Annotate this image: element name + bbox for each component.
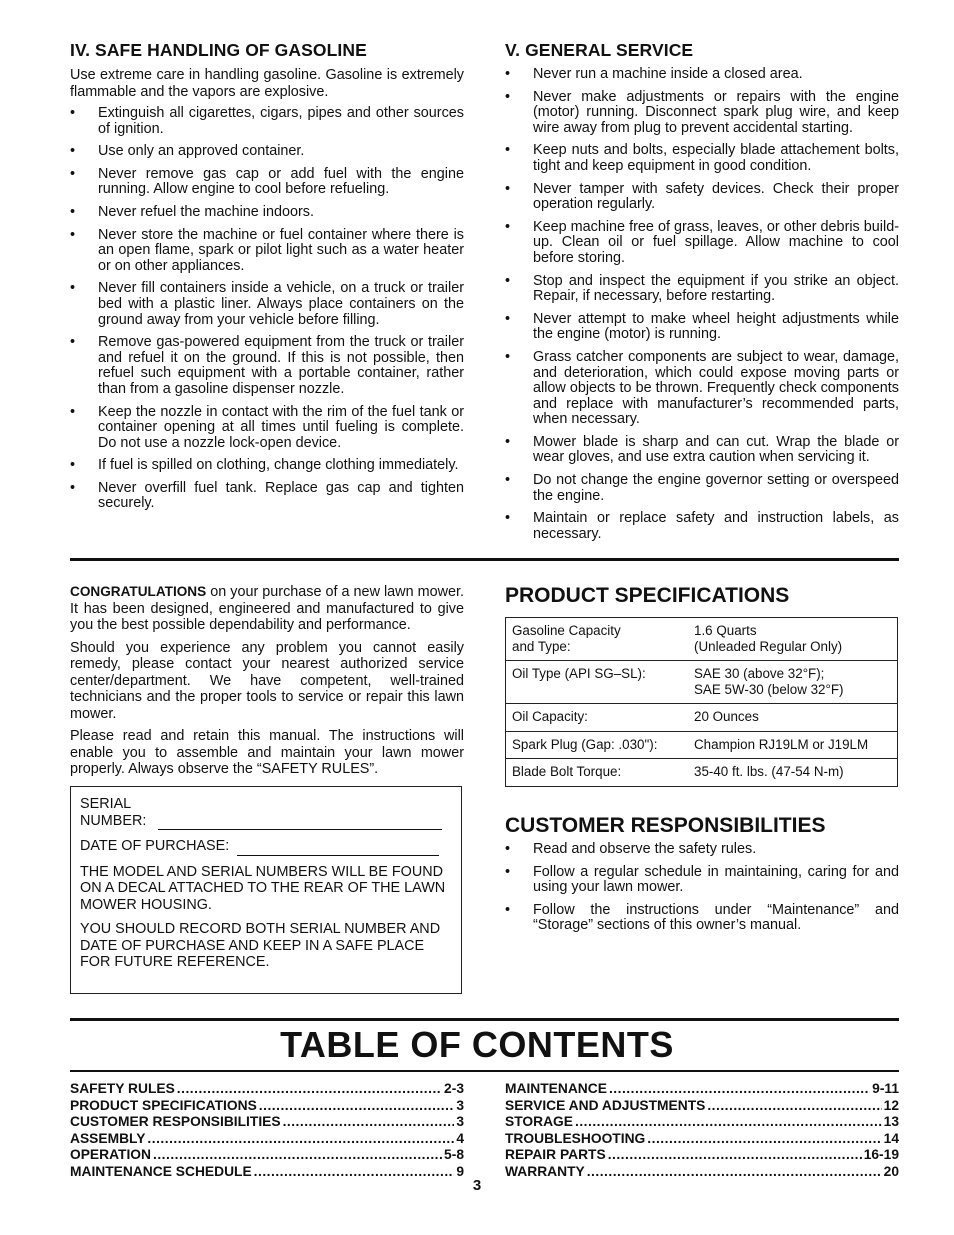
serial-label-line2: NUMBER: bbox=[80, 812, 147, 829]
specs-section bbox=[505, 584, 899, 787]
toc-page: 16-19 bbox=[863, 1147, 899, 1162]
spec-value-line: 1.6 Quarts bbox=[694, 623, 757, 638]
date-label: DATE OF PURCHASE: bbox=[80, 838, 230, 854]
toc-leader bbox=[707, 1098, 881, 1115]
toc-leader bbox=[609, 1081, 870, 1098]
spec-label: Oil Type (API SG–SL): bbox=[506, 661, 689, 704]
list-item: • Maintain or replace safety and instruction labels, as necessary. bbox=[505, 511, 899, 542]
toc-entry[interactable] bbox=[505, 1114, 899, 1131]
congrats-paragraph-1 bbox=[70, 584, 464, 634]
toc-page: 9 bbox=[456, 1163, 464, 1179]
list-item: • Follow the instructions under “Maintenance” and “Storage” sections of this owner’s manual. bbox=[505, 903, 899, 934]
list-item: • If fuel is spilled on clothing, change clothing immediately. bbox=[70, 458, 464, 474]
table-row bbox=[506, 661, 898, 704]
serial-label bbox=[80, 796, 453, 813]
list-item: • Follow a regular schedule in maintaining, caring for and using your lawn mower. bbox=[505, 865, 899, 896]
toc-label: REPAIR PARTS bbox=[505, 1147, 606, 1162]
toc-label: MAINTENANCE SCHEDULE bbox=[70, 1163, 252, 1179]
congrats-paragraph-3: Please read and retain this manual. The instructions will enable you to assemble and maintain your lawn mower properly. Always observe the “SAFETY RULES”. bbox=[70, 728, 464, 777]
model-serial-note: THE MODEL AND SERIAL NUMBERS WILL BE FOUND ON A DECAL ATTACHED TO THE REAR OF THE LAWN MOWER HOUSING. bbox=[80, 863, 446, 913]
table-row bbox=[506, 704, 898, 732]
toc-entry[interactable] bbox=[505, 1081, 899, 1098]
customer-heading: CUSTOMER RESPONSIBILITIES bbox=[505, 814, 826, 837]
list-item: • Never store the machine or fuel container where there is an open flame, spark or pilot light such as a water heater or on other appliances. bbox=[70, 228, 464, 275]
toc-label: ASSEMBLY bbox=[70, 1130, 146, 1146]
table-row bbox=[506, 759, 898, 787]
toc-entry[interactable] bbox=[70, 1114, 464, 1131]
gasoline-heading: IV. SAFE HANDLING OF GASOLINE bbox=[70, 40, 367, 60]
specs-table bbox=[505, 617, 898, 787]
serial-number-field[interactable] bbox=[158, 813, 442, 831]
general-service-heading: V. GENERAL SERVICE bbox=[505, 40, 694, 60]
toc-label: CUSTOMER RESPONSIBILITIES bbox=[70, 1114, 281, 1129]
gasoline-list bbox=[70, 106, 464, 512]
toc-label: TROUBLESHOOTING bbox=[505, 1130, 646, 1146]
spec-value: 20 Ounces bbox=[688, 704, 898, 732]
spec-label-line: and Type: bbox=[512, 638, 571, 654]
spec-value-line: SAE 5W-30 (below 32°F) bbox=[694, 681, 844, 697]
spec-value bbox=[688, 618, 898, 661]
spec-value bbox=[688, 661, 898, 704]
date-row bbox=[80, 838, 453, 856]
list-item: • Never overfill fuel tank. Replace gas cap and tighten securely. bbox=[70, 481, 464, 512]
list-item: • Do not change the engine governor setting or overspeed the engine. bbox=[505, 473, 899, 504]
toc-entry[interactable] bbox=[505, 1098, 899, 1115]
congrats-text: on your purchase of a new lawn mower. It has been designed, engineered and manufactured to give you the best possible dependability and performance. bbox=[70, 584, 464, 633]
general-service-section bbox=[505, 40, 899, 549]
toc-label: SERVICE AND ADJUSTMENTS bbox=[505, 1097, 706, 1113]
list-item: • Extinguish all cigarettes, cigars, pipes and other sources of ignition. bbox=[70, 106, 464, 137]
spec-value-line: SAE 30 (above 32°F); bbox=[694, 666, 825, 681]
date-of-purchase-field[interactable] bbox=[237, 838, 439, 856]
list-item: • Keep machine free of grass, leaves, or other debris build-up. Clean oil or fuel spillage. Allow machine to cool before storing. bbox=[505, 220, 899, 267]
serial-label-line1: SERIAL bbox=[80, 796, 132, 812]
toc-page: 3 bbox=[456, 1114, 464, 1129]
spec-value: Champion RJ19LM or J19LM bbox=[688, 731, 898, 759]
toc-label: SAFETY RULES bbox=[70, 1081, 175, 1096]
general-service-list bbox=[505, 67, 899, 542]
toc-entry[interactable] bbox=[70, 1131, 464, 1148]
list-item: • Mower blade is sharp and can cut. Wrap the blade or wear gloves, and use extra caution when servicing it. bbox=[505, 435, 899, 466]
spec-value-line: (Unleaded Regular Only) bbox=[694, 638, 843, 654]
toc-page: 12 bbox=[883, 1097, 899, 1113]
toc-page: 20 bbox=[883, 1163, 899, 1179]
toc-entry[interactable] bbox=[505, 1147, 899, 1164]
toc-leader bbox=[283, 1114, 455, 1131]
spec-label-line: Gasoline Capacity bbox=[512, 623, 621, 638]
list-item: • Keep nuts and bolts, especially blade attachement bolts, tight and keep equipment in good condition. bbox=[505, 143, 899, 174]
list-item: • Keep the nozzle in contact with the rim of the fuel tank or container opening at all times until fueling is complete. Do not use a nozzle lock-open device. bbox=[70, 405, 464, 452]
customer-list bbox=[505, 842, 899, 934]
serial-number-row bbox=[80, 813, 453, 831]
toc-leader bbox=[153, 1147, 442, 1164]
toc-title: TABLE OF CONTENTS bbox=[280, 1024, 674, 1065]
record-note: YOU SHOULD RECORD BOTH SERIAL NUMBER AND DATE OF PURCHASE AND KEEP IN A SAFE PLACE FOR FUTURE REFERENCE. bbox=[80, 921, 441, 970]
toc-page: 13 bbox=[883, 1114, 899, 1129]
toc-page: 5-8 bbox=[444, 1147, 464, 1162]
congratulations-section bbox=[70, 584, 464, 778]
toc-bottom-divider bbox=[70, 1070, 899, 1072]
specs-heading: PRODUCT SPECIFICATIONS bbox=[505, 584, 790, 607]
gasoline-section bbox=[70, 40, 464, 519]
spec-label: Spark Plug (Gap: .030"): bbox=[506, 731, 689, 759]
toc-entry[interactable] bbox=[70, 1081, 464, 1098]
list-item: • Read and observe the safety rules. bbox=[505, 842, 899, 858]
toc-label: WARRANTY bbox=[505, 1163, 585, 1179]
list-item: • Never attempt to make wheel height adjustments while the engine (motor) is running. bbox=[505, 312, 899, 343]
toc-label: OPERATION bbox=[70, 1147, 151, 1162]
table-row bbox=[506, 731, 898, 759]
list-item: • Stop and inspect the equipment if you strike an object. Repair, if necessary, before restarting. bbox=[505, 274, 899, 305]
congrats-lead: CONGRATULATIONS bbox=[70, 584, 207, 599]
toc-label: PRODUCT SPECIFICATIONS bbox=[70, 1097, 257, 1113]
toc-page: 14 bbox=[883, 1130, 899, 1146]
list-item: • Never tamper with safety devices. Check their proper operation regularly. bbox=[505, 182, 899, 213]
list-item: • Never refuel the machine indoors. bbox=[70, 205, 464, 221]
toc-entry[interactable] bbox=[70, 1098, 464, 1115]
list-item: • Remove gas-powered equipment from the truck or trailer and refuel it on the ground. If this is not possible, then refuel such equipment with a portable container, rather than from a gasoline dispenser nozzle. bbox=[70, 335, 464, 397]
toc-page: 9-11 bbox=[872, 1081, 899, 1096]
toc-page: 4 bbox=[456, 1130, 464, 1146]
list-item: • Use only an approved container. bbox=[70, 144, 464, 160]
toc-leader bbox=[647, 1131, 881, 1148]
gasoline-intro: Use extreme care in handling gasoline. Gasoline is extremely flammable and the vapors are explosive. bbox=[70, 67, 464, 100]
toc-top-divider bbox=[70, 1018, 899, 1021]
toc-leader bbox=[575, 1114, 882, 1131]
spec-label: Blade Bolt Torque: bbox=[506, 759, 689, 787]
toc-leader bbox=[177, 1081, 442, 1098]
customer-section bbox=[505, 814, 899, 941]
toc-leader bbox=[608, 1147, 862, 1164]
spec-value: 35-40 ft. lbs. (47-54 N-m) bbox=[688, 759, 898, 787]
toc-label: MAINTENANCE bbox=[505, 1081, 607, 1096]
list-item: • Never remove gas cap or add fuel with the engine running. Allow engine to cool before refueling. bbox=[70, 167, 464, 198]
page-number: 3 bbox=[472, 1177, 482, 1194]
toc-left-column bbox=[70, 1081, 464, 1180]
toc-entry[interactable] bbox=[505, 1131, 899, 1148]
toc-label: STORAGE bbox=[505, 1114, 573, 1129]
spec-label bbox=[506, 618, 689, 661]
list-item: • Never fill containers inside a vehicle, on a truck or trailer bed with a plastic liner. Always place containers on the ground away from your vehicle before filling. bbox=[70, 281, 464, 328]
toc-page: 3 bbox=[456, 1097, 464, 1113]
toc-leader bbox=[147, 1131, 454, 1148]
spec-label: Oil Capacity: bbox=[506, 704, 689, 732]
list-item: • Never run a machine inside a closed area. bbox=[505, 67, 899, 83]
toc-leader bbox=[259, 1098, 455, 1115]
serial-record-box bbox=[70, 786, 462, 994]
list-item: • Grass catcher components are subject to wear, damage, and deterioration, which could expose moving parts or allow objects to be thrown. Frequently check components and replace with manufacturer’s recommended parts, when necessary. bbox=[505, 350, 899, 428]
toc-page: 2-3 bbox=[444, 1081, 464, 1096]
toc-right-column bbox=[505, 1081, 899, 1180]
toc-entry[interactable] bbox=[70, 1147, 464, 1164]
table-row bbox=[506, 618, 898, 661]
list-item: • Never make adjustments or repairs with the engine (motor) running. Disconnect spark plug wire, and keep wire away from plug to prevent accidental starting. bbox=[505, 90, 899, 137]
section-divider bbox=[70, 558, 899, 561]
congrats-paragraph-2: Should you experience any problem you cannot easily remedy, please contact your nearest authorized service center/department. We have competent, well-trained technicians and the proper tools to service or repair this lawn mower. bbox=[70, 639, 464, 722]
